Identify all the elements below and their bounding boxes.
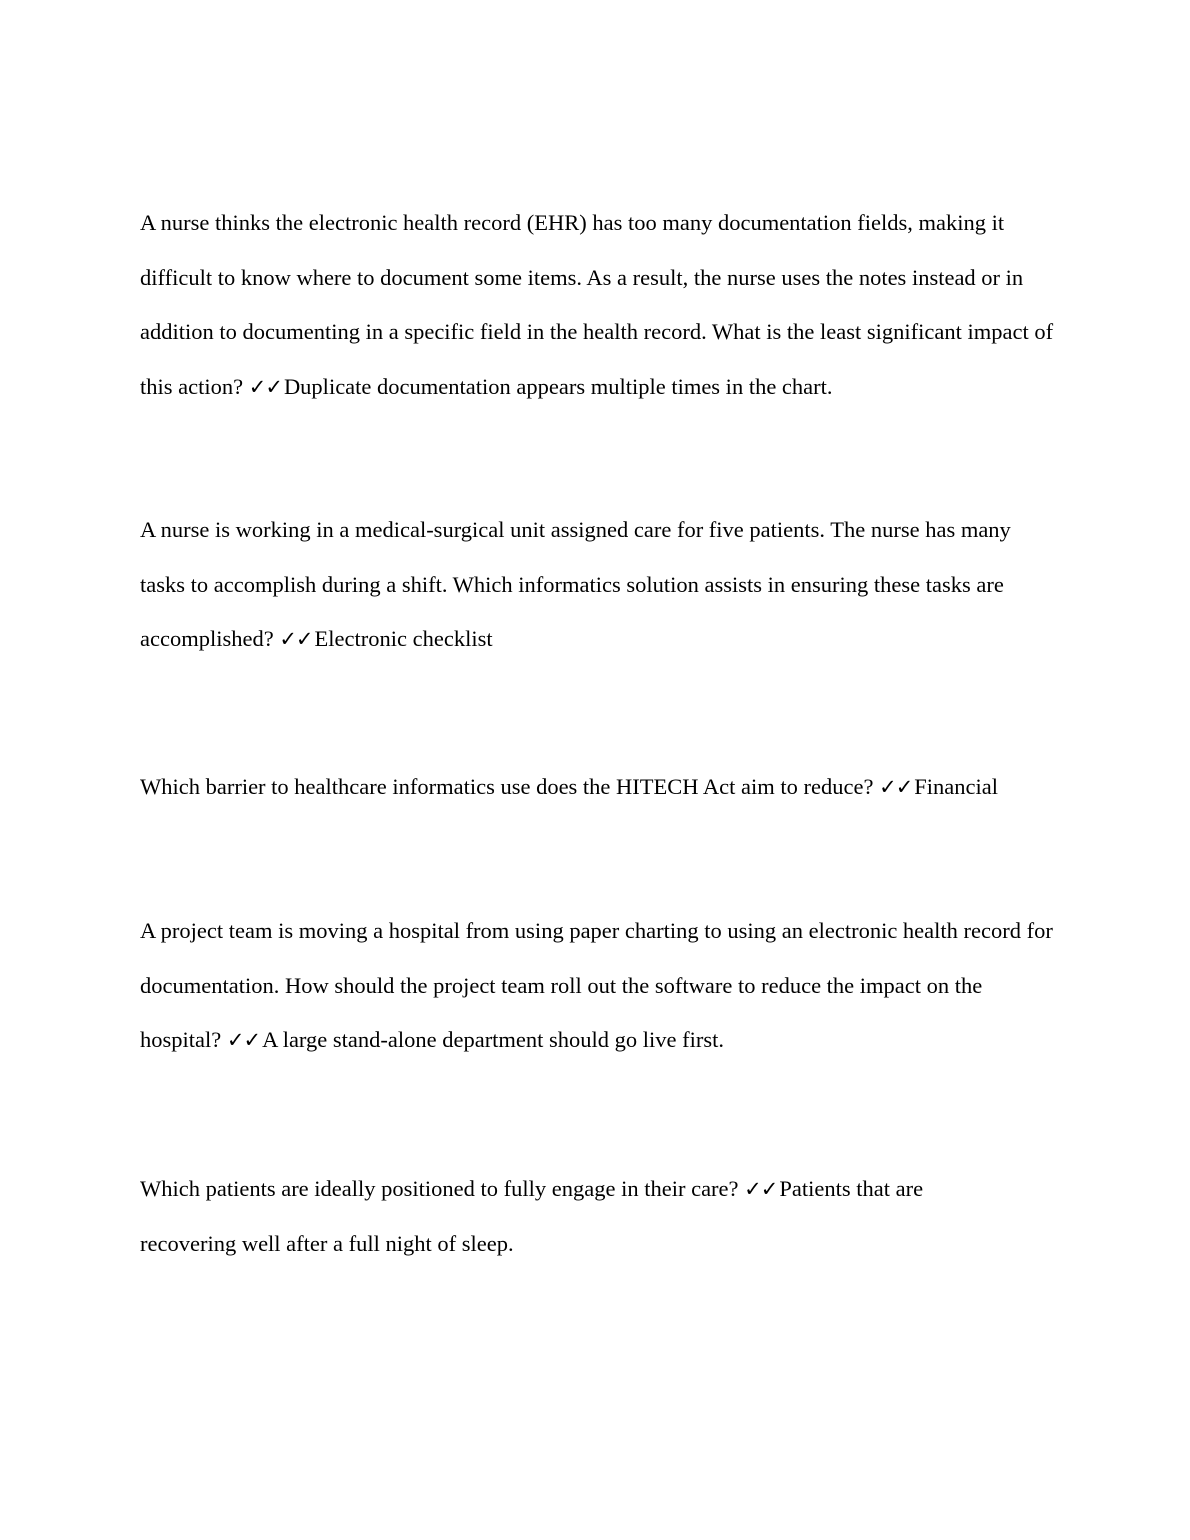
qa-item <box>140 1162 1020 1271</box>
checkmark-icon: ✓✓ <box>879 775 913 799</box>
qa-item <box>140 760 1055 815</box>
qa-item <box>140 503 1055 667</box>
question-text: A nurse is working in a medical-surgical unit assigned care for five patients. The nurse has many tasks to accomplish during a shift. Which informatics solution assists in ensuring these tasks are accomplished? <box>140 517 1011 651</box>
checkmark-icon: ✓✓ <box>226 1028 261 1052</box>
answer-text: A large stand-alone department should go live first. <box>262 1027 725 1052</box>
answer-text: Duplicate documentation appears multiple times in the chart. <box>283 373 833 399</box>
checkmark-icon: ✓✓ <box>279 627 313 651</box>
question-text: A nurse thinks the electronic health record (EHR) has too many documentation fields, making it difficult to know where to document some items. As a result, the nurse uses the notes instead or in addition to documenting in a specific field in the health record. What is the least significant impact of this action? <box>140 210 1054 399</box>
question-text: A project team is moving a hospital from using paper charting to using an electronic health record for documentation. How should the project team roll out the software to reduce the impact on the hospital? <box>140 918 1053 1052</box>
answer-text: Financial <box>914 774 999 799</box>
qa-item <box>140 196 1055 414</box>
question-text: Which patients are ideally positioned to fully engage in their care? <box>140 1176 739 1201</box>
checkmark-icon: ✓✓ <box>744 1177 778 1201</box>
qa-item <box>140 904 1055 1068</box>
question-text: Which barrier to healthcare informatics use does the HITECH Act aim to reduce? <box>140 774 874 799</box>
answer-text: Electronic checklist <box>314 626 493 651</box>
checkmark-icon: ✓✓ <box>248 374 282 399</box>
answer-text: Patients that are recovering well after a full night of sleep. <box>140 1176 924 1256</box>
